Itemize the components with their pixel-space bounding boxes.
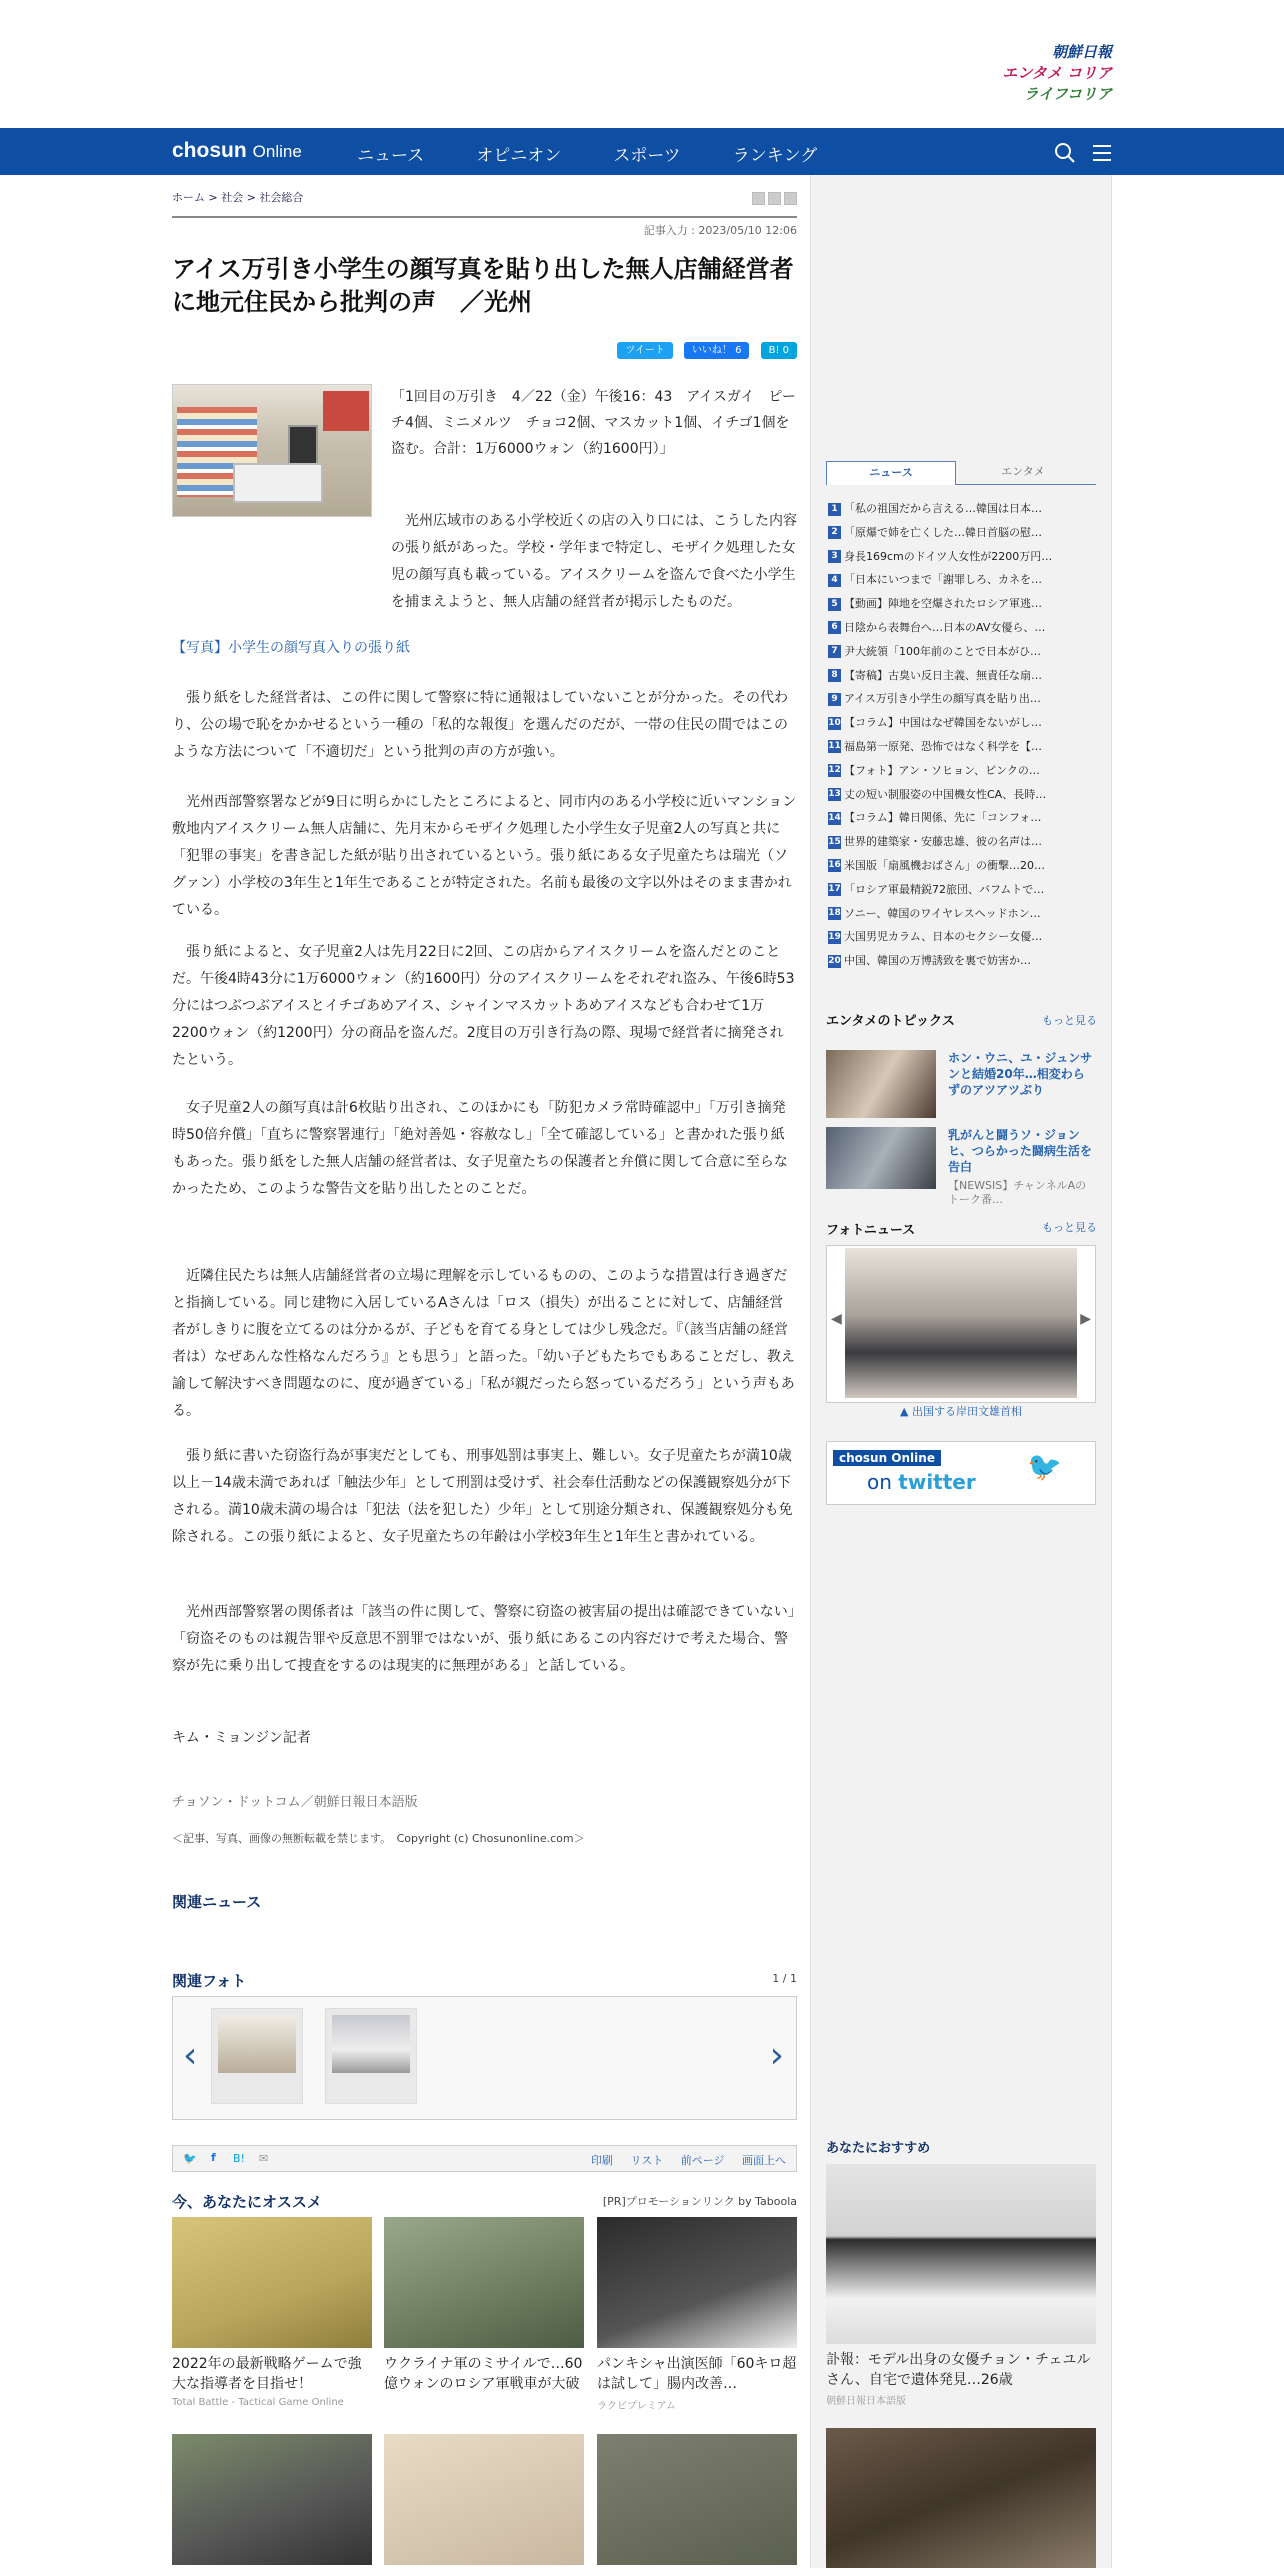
- list-link[interactable]: リスト: [630, 2154, 664, 2167]
- article-date: 記事入力 : 2023/05/10 12:06: [643, 224, 797, 237]
- font-size-controls: [749, 190, 797, 209]
- ranking-item[interactable]: 10 【コラム】中国はなぜ韓国をないがし…: [828, 716, 1042, 730]
- recommend-item-1[interactable]: 2022年の最新戦略ゲームで強大な指導者を目指せ！ Total Battle - Tactical Game Online: [172, 2217, 372, 2408]
- carousel-next-arrow[interactable]: ›: [769, 2035, 784, 2076]
- photo-next-arrow[interactable]: ▶: [1080, 1311, 1091, 1327]
- rank-number-badge: 1: [828, 503, 841, 516]
- photo-news-caption[interactable]: ▲ 出国する岸田文雄首相: [900, 1405, 1022, 1418]
- recommend-item-2[interactable]: ウクライナ軍のミサイルで…60億ウォンのロシア軍戦車が大破: [384, 2217, 584, 2394]
- taboola-label[interactable]: [PR]プロモーションリンク by Taboola: [602, 2195, 797, 2208]
- ranking-list: [828, 497, 1096, 973]
- article-title: アイス万引き小学生の顔写真を貼り出した無人店舗経営者に地元住民から批判の声 ／光州: [172, 255, 794, 316]
- photo-link-wrap: [172, 635, 797, 662]
- hamburger-menu-icon[interactable]: [1090, 141, 1114, 165]
- breadcrumb: ホーム > 社会 > 社会総合: [172, 191, 304, 204]
- prev-page-link[interactable]: 前ページ: [680, 2154, 725, 2167]
- topics-more-link[interactable]: もっと見る: [1042, 1014, 1097, 1027]
- font-medium-icon[interactable]: [768, 192, 781, 205]
- footer-links: [591, 2152, 786, 2168]
- ranking-item[interactable]: 11 福島第一原発、恐怖ではなく科学を【…: [828, 739, 1042, 753]
- like-button[interactable]: いいね！ 6: [684, 342, 750, 359]
- rank-number-badge: 6: [828, 621, 841, 634]
- source-line: チョソン・ドットコム／朝鮮日報日本語版: [172, 1795, 418, 1810]
- ranking-item[interactable]: 2 「原爆で姉を亡くした…韓日首脳の慰…: [828, 521, 1096, 545]
- ranking-item[interactable]: 18 ソニー、韓国のワイヤレスヘッドホン…: [828, 906, 1041, 920]
- related-news-heading: 関連ニュース: [172, 1893, 262, 1911]
- twitter-bird-icon: 🐦: [1027, 1450, 1062, 1483]
- breadcrumb-home[interactable]: ホーム: [172, 191, 205, 204]
- tab-news[interactable]: ニュース: [826, 461, 956, 485]
- nav-tools: [1053, 140, 1114, 165]
- rank-number-badge: 11: [828, 741, 841, 752]
- rank-number-badge: 9: [828, 693, 841, 706]
- breadcrumb-society[interactable]: 社会: [221, 191, 244, 204]
- to-top-link[interactable]: 画面上へ: [742, 2154, 786, 2167]
- related-photo-pager: 1 / 1: [772, 1972, 797, 1985]
- paragraph-3: 光州西部警察署などが9日に明らかにしたところによると、同市内のある小学校に近いマンション敷地内アイスクリーム無人店舗に、先月末からモザイク処理した小学生女子児童2人の写真と共に「犯罪の事実」を書き記した紙が貼り出されているという。張り紙にある女子児童たちは瑞光（ソグァン）小学校の3年生と1年生であることが特定された。名前も最後の文字以外はそのまま書かれている。: [172, 794, 797, 918]
- nav-ranking[interactable]: ランキング: [732, 146, 818, 166]
- main-nav-bar: [0, 128, 1284, 175]
- font-small-icon[interactable]: [752, 192, 765, 205]
- suggest-item-1[interactable]: 訃報：モデル出身の女優チョン・チェユルさん、自宅で遺体発見…26歳 朝鮮日報日本語版: [826, 2164, 1096, 2407]
- photo-news-image[interactable]: [845, 1248, 1077, 1398]
- paragraph-1: 光州広域市のある小学校近くの店の入り口には、こうした内容の張り紙があった。学校・学年まで特定し、モザイク処理した女児の顔写真も載っている。アイスクリームを盗んで食べた小学生を捕まえようと、無人店舗の経営者が掲示したものだ。: [391, 513, 797, 610]
- rank-number-badge: 10: [828, 717, 841, 728]
- photo-prev-arrow[interactable]: ◀: [831, 1311, 842, 1327]
- recommend-item-5[interactable]: [384, 2434, 584, 2565]
- ranking-item[interactable]: 9 アイス万引き小学生の顔写真を貼り出…: [828, 687, 1096, 711]
- rank-number-badge: 14: [828, 812, 841, 823]
- related-photo-carousel: [172, 1996, 797, 2120]
- ranking-item[interactable]: 7 尹大統領「100年前のことで日本がひ…: [828, 640, 1096, 664]
- tweet-button[interactable]: ツイート: [617, 342, 673, 359]
- photo-link[interactable]: 【写真】小学生の顔写真入りの張り紙: [172, 640, 410, 656]
- print-link[interactable]: 印刷: [590, 2154, 613, 2167]
- font-large-icon[interactable]: [784, 192, 797, 205]
- ranking-item[interactable]: 15 世界的建築家・安藤忠雄、彼の名声は…: [828, 835, 1042, 849]
- ranking-item[interactable]: 1 「私の祖国だから言える…韓国は日本…: [828, 497, 1096, 521]
- rank-number-badge: 12: [828, 765, 841, 776]
- hatena-share-icon[interactable]: B!: [233, 2152, 245, 2165]
- recommend-heading: 今、あなたにオススメ: [172, 2193, 322, 2211]
- ranking-item[interactable]: 12 【フォト】アン・ソヒョン、ピンクの…: [828, 763, 1040, 777]
- top-header: [0, 0, 1284, 128]
- tab-entame[interactable]: エンタメ: [1001, 465, 1045, 478]
- recommend-item-3[interactable]: パンキシャ出演医師「60キロ超は試して」腸内改善… ラクビプレミアム: [597, 2217, 797, 2412]
- ranking-item[interactable]: 17 「ロシア軍最精鋭72旅団、バフムトで…: [828, 882, 1045, 896]
- chosun-ilbo-logo[interactable]: 朝鮮日報: [1051, 43, 1112, 61]
- suggest-heading: あなたにおすすめ: [826, 2141, 931, 2156]
- rank-number-badge: 15: [828, 836, 841, 847]
- ranking-item[interactable]: 13 丈の短い制服姿の中国機女性CA、長時…: [828, 787, 1047, 801]
- recommend-item-6[interactable]: [597, 2434, 797, 2565]
- nav-opinion[interactable]: オピニオン: [476, 146, 562, 166]
- ranking-item[interactable]: 20 中国、韓国の万博誘致を裏で妨害か…: [828, 954, 1031, 968]
- rank-number-badge: 7: [828, 645, 841, 658]
- carousel-prev-arrow[interactable]: ‹: [183, 2035, 198, 2076]
- share-buttons: [611, 338, 797, 359]
- breadcrumb-general[interactable]: 社会総合: [259, 191, 304, 204]
- ranking-item[interactable]: 8 【寄稿】古臭い反日主義、無責任な扇…: [828, 664, 1096, 688]
- rank-number-badge: 20: [828, 955, 841, 966]
- article-photo[interactable]: [172, 384, 372, 517]
- photo-news-heading: フォトニュース: [826, 1223, 916, 1238]
- article-footer-bar: [172, 2145, 797, 2172]
- facebook-share-icon[interactable]: f: [211, 2151, 216, 2164]
- twitter-share-icon[interactable]: 🐦: [183, 2152, 197, 2165]
- rank-number-badge: 19: [828, 931, 841, 942]
- photo-news-box: [826, 1245, 1096, 1403]
- rank-number-badge: 16: [828, 860, 841, 871]
- recommend-item-4[interactable]: [172, 2434, 372, 2565]
- suggest-item-2[interactable]: [826, 2428, 1096, 2568]
- article-lead-quote: 「1回目の万引き 4／22（金）午後16：43 アイスガイ ピーチ4個、ミニメルツ チョコ2個、マスカット1個、イチゴ1個を盗む。合計：1万6000ウォン（約1600円）」: [391, 389, 796, 457]
- paragraph-6: 近隣住民たちは無人店舗経営者の立場に理解を示しているものの、このような措置は行き過ぎだと指摘している。同じ建物に入居しているAさんは「ロス（損失）が出ることに対して、店舗経営者がしきりに腹を立てるのは分かるが、子どもを育てる身としては少し残念だ。『（該当店舗の経営者は）なぜあんな性格なんだろう』とも思う」と語った。「幼い子どもたちでもあることだし、教え諭して解決すべき問題なのに、度が過ぎている」「私が親だったら怒っているだろう」という声もある。: [172, 1268, 795, 1419]
- rank-number-badge: 3: [828, 550, 841, 563]
- nav-sports[interactable]: スポーツ: [613, 146, 681, 166]
- mail-share-icon[interactable]: ✉: [259, 2152, 269, 2165]
- ranking-tabs: [826, 461, 1096, 485]
- divider: [172, 216, 797, 218]
- hatena-button[interactable]: B! 0: [761, 342, 797, 359]
- chosun-online-logo[interactable]: chosun Online: [172, 139, 302, 162]
- ranking-item[interactable]: 3 身長169cmのドイツ人女性が2200万円…: [828, 545, 1096, 569]
- related-photo-heading: 関連フォト: [172, 1972, 247, 1990]
- ranking-item[interactable]: 16 米国版「扇風機おばさん」の衝撃…20…: [828, 858, 1045, 872]
- paragraph-5: 女子児童2人の顔写真は計6枚貼り出され、このほかにも「防犯カメラ常時確認中」「万引き摘発時50倍弁償」「直ちに警察署連行」「絶対善処・容赦なし」「全て確認している」と書かれた張り紙もあった。張り紙をした無人店舗の経営者は、女子児童たちの保護者と弁償に関して合意に至らなかったため、このような警告文を貼り出したとのことだ。: [172, 1100, 788, 1197]
- paragraph-8: 光州西部警察署の関係者は「該当の件に関して、警察に窃盗の被害届の提出は確認できていない」「窃盗そのものは親告罪や反意思不罰罪ではないが、張り紙にあるこの内容だけで考えた場合、警察が先に乗り出して捜査をするのは現実的に無理がある」と話している。: [172, 1604, 795, 1674]
- life-korea-logo[interactable]: ライフコリア: [1023, 85, 1112, 103]
- copyright: ＜記事、写真、画像の無断転載を禁じます。 Copyright (c) Chosunonline.com＞: [172, 1832, 585, 1845]
- paragraph-2: 張り紙をした経営者は、この件に関して警察に特に通報はしていないことが分かった。その代わり、公の場で恥をかかせるという一種の「私的な報復」を選んだのだが、一帯の住民の間ではこのような方法について「不適切だ」という批判の声の方が強い。: [172, 690, 788, 760]
- paragraph-4: 張り紙によると、女子児童2人は先月22日に2回、この店からアイスクリームを盗んだとのことだ。午後4時43分に1万6000ウォン（約1600円）分のアイスクリームをそれぞれ盗み、午後6時53分にはつぶつぶアイスとイチゴあめアイス、シャインマスカットあめアイスなども合わせて1万2200ウォン（約1200円）分の商品を盗んだ。2度目の万引き行為の際、現場で経営者に摘発されたという。: [172, 944, 795, 1068]
- ranking-item[interactable]: 6 日陰から表舞台へ…日本のAV女優ら、…: [828, 616, 1096, 640]
- rank-number-badge: 18: [828, 908, 841, 919]
- search-icon[interactable]: [1053, 141, 1077, 165]
- nav-menu: [357, 141, 864, 166]
- rank-number-badge: 4: [828, 574, 841, 587]
- chosun-twitter-banner[interactable]: chosun Online on twitter 🐦: [826, 1441, 1096, 1505]
- ranking-item[interactable]: 19 大国男児カラム、日本のセクシー女優…: [828, 930, 1043, 944]
- author: キム・ミョンジン記者: [172, 1730, 311, 1746]
- paragraph-7: 張り紙に書いた窃盗行為が事実だとしても、刑事処罰は事実上、難しい。女子児童たちが満10歳以上－14歳未満であれば「触法少年」として刑罰は受けず、社会奉仕活動などの保護観察処分が下される。満10歳未満の場合は「犯法（法を犯した）少年」として別途分類され、保護観察処分も免除される。この張り紙によると、女子児童たちの年齢は小学校3年生と1年生と書かれている。: [172, 1448, 793, 1545]
- rank-number-badge: 2: [828, 526, 841, 539]
- ranking-item[interactable]: 5 【動画】陣地を空爆されたロシア軍逃…: [828, 592, 1096, 616]
- rank-number-badge: 13: [828, 789, 841, 800]
- related-photo-1[interactable]: [211, 2008, 303, 2104]
- rank-number-badge: 17: [828, 884, 841, 895]
- site-logos: [1002, 42, 1112, 105]
- nav-news[interactable]: ニュース: [357, 146, 425, 166]
- ranking-item[interactable]: 4 「日本にいつまで「謝罪しろ、カネを…: [828, 568, 1096, 592]
- entame-topics-heading: エンタメのトピックス: [826, 1014, 955, 1029]
- related-photo-2[interactable]: [325, 2008, 417, 2104]
- rank-number-badge: 5: [828, 598, 841, 611]
- ranking-item[interactable]: 14 【コラム】韓日関係、先に「コンフォ…: [828, 811, 1042, 825]
- entame-korea-logo[interactable]: エンタメ コリア: [1002, 64, 1112, 82]
- rank-number-badge: 8: [828, 669, 841, 682]
- photo-news-more-link[interactable]: もっと見る: [1042, 1221, 1097, 1234]
